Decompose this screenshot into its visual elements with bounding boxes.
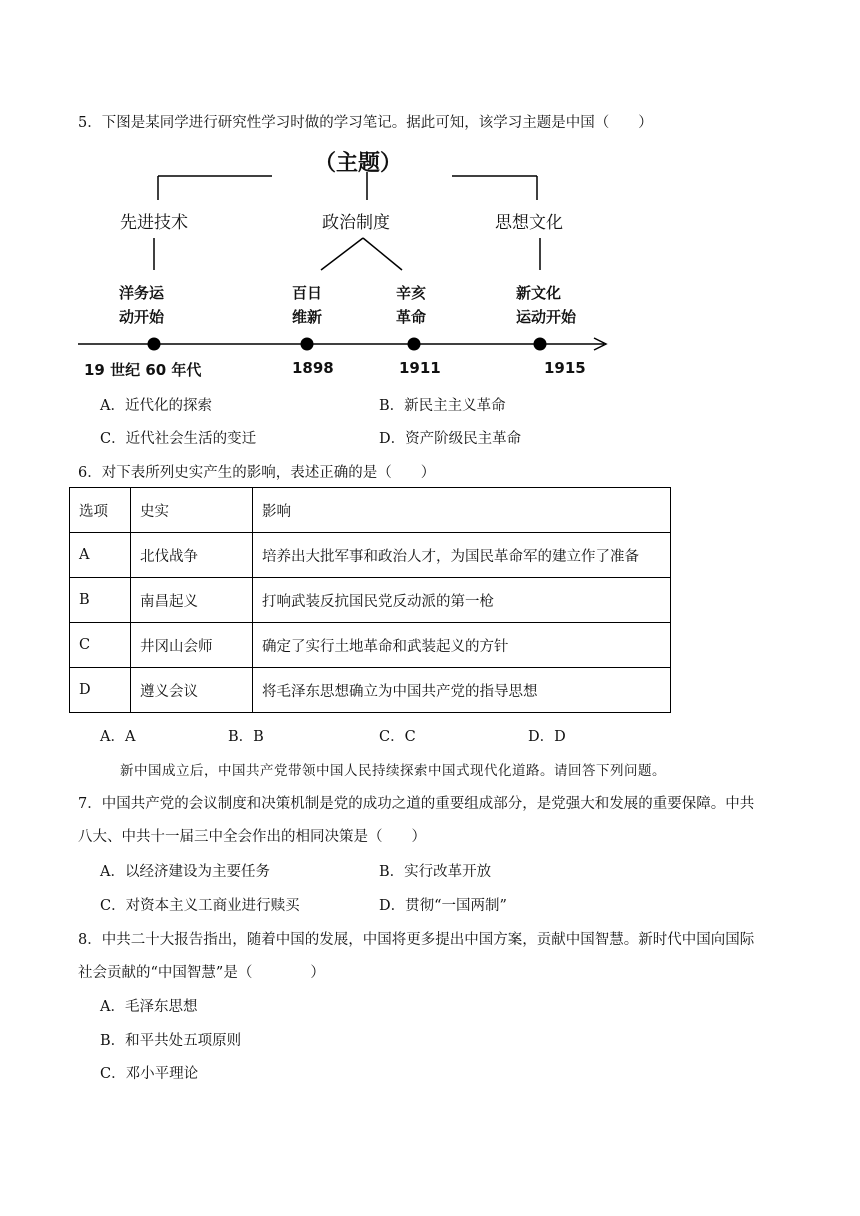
section-intro: 新中国成立后，中国共产党带领中国人民持续探索中国式现代化道路。请回答下列问题。: [120, 763, 666, 779]
row-b-fact: 南昌起义: [131, 578, 253, 623]
table-row: [70, 623, 671, 668]
q5-option-d[interactable]: D．资产阶级民主革命: [379, 431, 522, 447]
row-c-fact: 井冈山会师: [131, 623, 253, 668]
question-6-stem: 6．对下表所列史实产生的影响，表述正确的是（ ）: [78, 465, 436, 481]
q5-option-c[interactable]: C．近代社会生活的变迁: [100, 431, 257, 447]
year-label-1: 19 世纪 60 年代: [84, 361, 202, 379]
q7-option-c[interactable]: C．对资本主义工商业进行赎买: [100, 898, 300, 914]
event-2-line1: 百日: [292, 284, 323, 302]
event-1-line1: 洋务运: [119, 284, 165, 302]
branch-culture: 思想文化: [495, 213, 563, 233]
row-b-option: B: [70, 578, 131, 623]
table-row: [70, 578, 671, 623]
table-row: [70, 668, 671, 713]
diagram-title: （主题）: [314, 151, 403, 176]
row-a-option: A: [70, 533, 131, 578]
question-8-stem-line2: 社会贡献的“中国智慧”是（ ）: [78, 965, 325, 981]
year-label-2: 1898: [292, 359, 334, 377]
row-d-fact: 遵义会议: [131, 668, 253, 713]
q6-option-c[interactable]: C．C: [379, 729, 416, 745]
event-4-line2: 运动开始: [516, 308, 577, 326]
question-7-stem-line2: 八大、中共十一届三中全会作出的相同决策是（ ）: [78, 829, 426, 845]
event-3-line1: 辛亥: [396, 284, 427, 302]
row-a-fact: 北伐战争: [131, 533, 253, 578]
event-3-line2: 革命: [396, 308, 427, 326]
timeline-dot-1: [148, 338, 161, 351]
row-d-impact: 将毛泽东思想确立为中国共产党的指导思想: [253, 668, 671, 713]
q6-option-d[interactable]: D．D: [528, 729, 566, 745]
q7-option-d[interactable]: D．贯彻“一国两制”: [379, 898, 507, 914]
question-5-stem: 5．下图是某同学进行研究性学习时做的学习笔记。据此可知，该学习主题是中国（ ）: [78, 115, 653, 131]
q8-option-a[interactable]: A．毛泽东思想: [100, 999, 198, 1015]
row-c-option: C: [70, 623, 131, 668]
branch-politics: 政治制度: [322, 213, 390, 233]
timeline-dot-2: [301, 338, 314, 351]
branch-technology: 先进技术: [120, 213, 188, 233]
header-impact: 影响: [253, 488, 671, 533]
question-8-stem-line1: 8．中共二十大报告指出，随着中国的发展，中国将更多提出中国方案，贡献中国智慧。新时代中国向国际: [78, 932, 755, 948]
row-d-option: D: [70, 668, 131, 713]
q8-option-b[interactable]: B．和平共处五项原则: [100, 1033, 242, 1049]
row-a-impact: 培养出大批军事和政治人才，为国民革命军的建立作了准备: [253, 533, 671, 578]
q5-option-a[interactable]: A．近代化的探索: [100, 398, 212, 414]
event-4-line1: 新文化: [516, 284, 562, 302]
q8-option-c[interactable]: C．邓小平理论: [100, 1066, 199, 1082]
q7-option-a[interactable]: A．以经济建设为主要任务: [100, 864, 270, 880]
year-label-3: 1911: [399, 359, 441, 377]
row-b-impact: 打响武装反抗国民党反动派的第一枪: [253, 578, 671, 623]
table-header-row: [70, 488, 671, 533]
q5-option-b[interactable]: B．新民主主义革命: [379, 398, 506, 414]
timeline-dot-3: [408, 338, 421, 351]
event-2-line2: 维新: [292, 308, 323, 326]
study-notes-diagram: [78, 142, 618, 382]
row-c-impact: 确定了实行土地革命和武装起义的方针: [253, 623, 671, 668]
q6-option-b[interactable]: B．B: [228, 729, 264, 745]
header-option: 选项: [70, 488, 131, 533]
header-fact: 史实: [131, 488, 253, 533]
question-7-stem-line1: 7．中国共产党的会议制度和决策机制是党的成功之道的重要组成部分，是党强大和发展的重要保障。中共: [78, 796, 755, 812]
q7-option-b[interactable]: B．实行改革开放: [379, 864, 492, 880]
history-facts-table: [69, 487, 671, 713]
q6-option-a[interactable]: A．A: [100, 729, 136, 745]
table-row: [70, 533, 671, 578]
event-1-line2: 动开始: [119, 308, 165, 326]
year-label-4: 1915: [544, 359, 586, 377]
timeline-dot-4: [534, 338, 547, 351]
diagram-lines: [78, 142, 618, 382]
